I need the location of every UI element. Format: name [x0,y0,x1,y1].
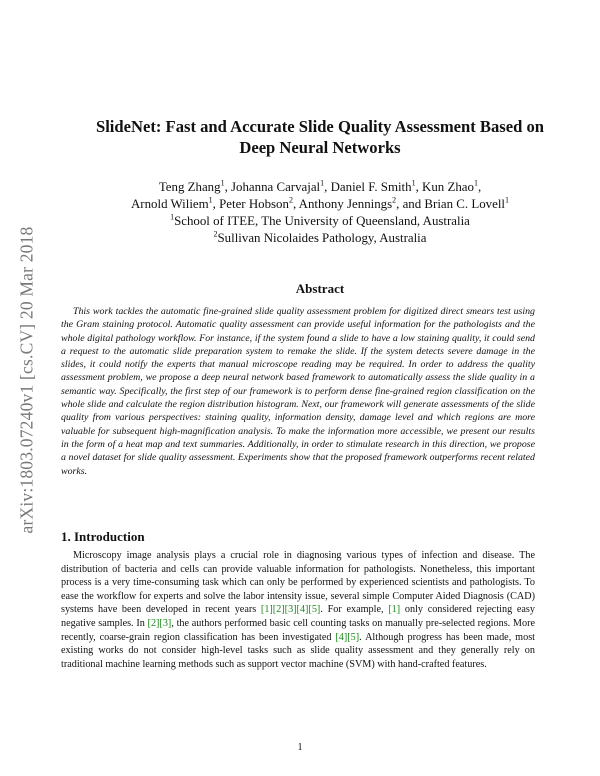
intro-text: Microscopy image analysis plays a crucial role in diagnosing various types of infection and disease. The distribution of bacteria and cells can provide valuable information for pathologists. Nonetheless, this important process is a very time-consuming task which can only be performed by experienced scientists and pathologists. To ease the workflow for experts and solve the labor intensity issue, several simple Computer Aided Diagnosis (CAD) systems have been developed in recent years [61,550,535,616]
section-heading-introduction: 1. Introduction [61,529,145,544]
arxiv-stamp-text: arXiv:1803.07240v1 [cs.CV] 20 Mar 2018 [16,226,37,534]
introduction-paragraph [61,549,535,671]
affiliation-mark: 2 [213,229,218,239]
author-name: Daniel F. Smith [330,180,412,194]
author-affiliation-mark: 1 [208,195,213,205]
author-separator: , and [396,197,425,211]
author-separator: , [324,180,331,194]
intro-text: . For example, [320,604,389,616]
author-separator: , [212,197,220,211]
author-name: Brian C. Lovell [424,197,505,211]
arxiv-stamp [16,200,38,560]
author-affiliation-mark: 1 [473,178,478,188]
abstract-body: This work tackles the automatic fine-grained slide quality assessment problem for digitized direct smears test using the Gram staining protocol. Automatic quality assessment can provide useful information for the pathologists and the whole digital pathology workflow. For instance, if the system found a slide to have a low staining quality, it could send a request to the automatic slide preparation system to remake the slide. If the system detects severe damage in the slides, it could notify the experts that manual microscope reading may be required. In order to address the quality assessment problem, we propose a deep neural network based framework to automatically assess the slide quality in a semantic way. Specifically, the first step of our framework is to perform dense fine-grained region classification on the whole slide and calculate the region distribution histogram. Next, our framework will generate assessments of the slide quality from various perspectives: staining quality, information density, damage level and which regions are more valuable for subsequent high-magnification analysis. To make the information more accessible, we present our results in the form of a heat map and text summaries. Additionally, in order to stimulate research in this direction, we propose a novel dataset for slide quality assessment. Experiments show that the proposed framework outperforms recent related works. [61,306,535,477]
paper-title [60,116,580,158]
author-separator: , [224,180,232,194]
author-name: Teng Zhang [158,180,221,194]
affiliation-2 [60,230,580,247]
author-affiliation-mark: 1 [220,178,225,188]
affiliation-mark: 1 [170,212,175,222]
title-line-1: SlideNet: Fast and Accurate Slide Quality Assessment Based on [95,117,545,136]
title-line-2: Deep Neural Networks [239,138,401,157]
author-separator: , [477,180,482,194]
affiliation-1 [60,213,580,230]
author-name: Peter Hobson [219,197,289,211]
author-affiliation-mark: 1 [504,195,509,205]
citation-link[interactable]: [4][5] [335,631,360,643]
author-name: Arnold Wiliem [131,197,209,211]
author-name: Anthony Jennings [298,197,393,211]
author-line-1 [60,179,580,196]
intro-text: , the authors performed basic cell counting tasks on manually pre-selected regions. More recently, coarse-grain region classification has been investigated [61,617,535,643]
author-affiliation-mark: 1 [411,178,416,188]
intro-text: . Although progress has been made, most existing works do not consider high-level tasks such as slide quality assessment and they generally rely on traditional machine learning methods such as support vector machine (SVM) with hand-crafted features. [61,631,535,670]
citation-link[interactable]: [1] [388,604,401,616]
affiliation-text: School of ITEE, The University of Queensland, Australia [174,214,470,228]
author-line-2 [60,196,580,213]
author-name: Kun Zhao [422,180,474,194]
citation-link[interactable]: [2][3] [147,617,172,629]
author-block [60,179,580,247]
abstract-heading: Abstract [295,281,345,296]
intro-text: only considered rejecting easy negative samples. In [61,604,535,629]
author-affiliation-mark: 1 [320,178,325,188]
author-name: Johanna Carvajal [231,180,321,194]
author-affiliation-mark: 2 [392,195,397,205]
author-separator: , [415,180,423,194]
author-affiliation-mark: 2 [288,195,293,205]
page-number: 1 [297,742,303,753]
citation-link[interactable]: [1][2][3][4][5] [260,604,321,616]
affiliation-text: Sullivan Nicolaides Pathology, Australia [217,231,427,245]
author-separator: , [292,197,299,211]
